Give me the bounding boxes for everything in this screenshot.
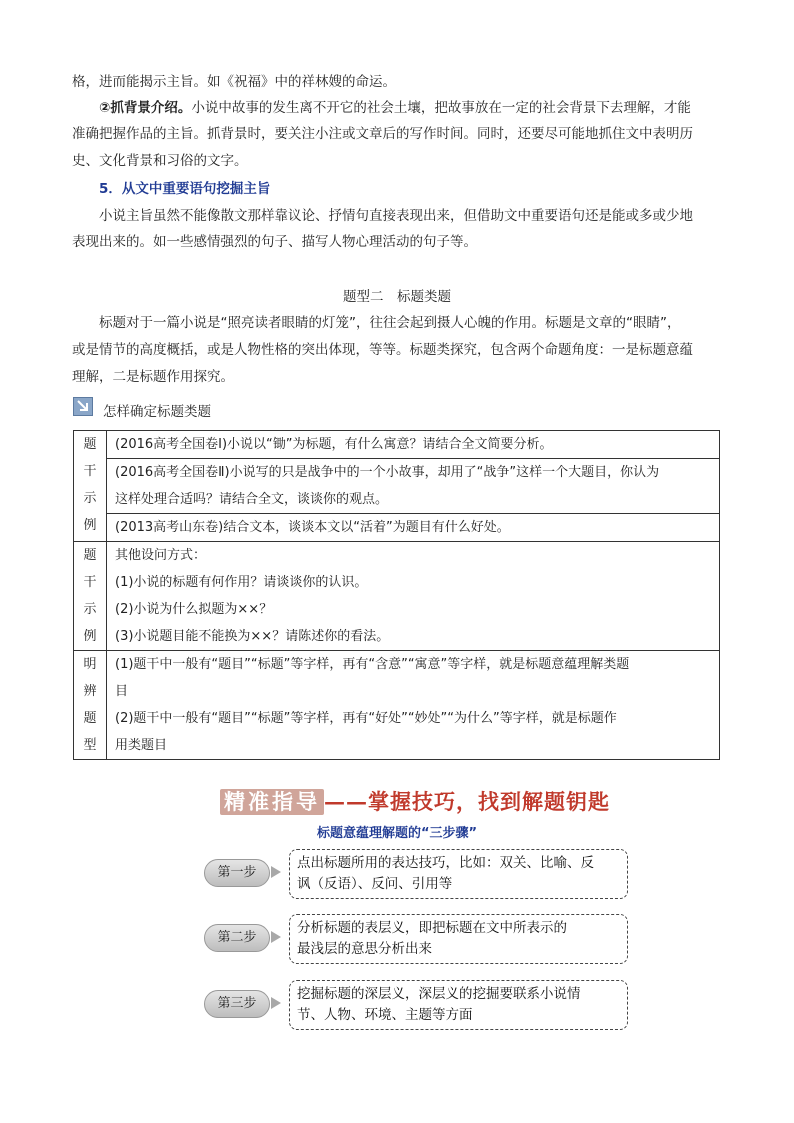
identify-type-cell: (1)题干中一般有“题目”“标题”等字样，再有“含意”“寓意”等字样，就是标题意蕴理解类题 目 (2)题干中一般有“题目”“标题”等字样，再有“好处”“妙处”“为什么”等字样，就是标题作 用类题目	[107, 651, 720, 760]
group-label: 题 干 示 例	[74, 542, 107, 651]
banner-highlight: 精准指导	[220, 789, 324, 815]
body-line: 格，进而能揭示主旨。如《祝福》中的祥林嫂的命运。	[72, 74, 396, 90]
body-line	[99, 98, 691, 118]
arrow-right-icon	[271, 931, 281, 943]
body-line: 表现出来的。如一些感情强烈的句子、描写人物心理活动的句子等。	[72, 234, 477, 250]
body-line: 小说主旨虽然不能像散文那样靠议论、抒情句直接表现出来，但借助文中重要语句还是能或多或少地	[99, 208, 693, 224]
example-cell: (2013高考山东卷)结合文本，谈谈本文以“活着”为题目有什么好处。	[107, 514, 720, 542]
other-questions-cell: 其他设问方式： (1)小说的标题有何作用？请谈谈你的认识。 (2)小说为什么拟题为××？ (3)小说题目能不能换为××？请陈述你的看法。	[107, 542, 720, 651]
step-label: 第二步	[204, 924, 270, 952]
example-cell: (2016高考全国卷Ⅰ)小说以“锄”为标题，有什么寓意？请结合全文简要分析。	[107, 431, 720, 459]
group-label: 题 干 示 例	[74, 431, 107, 542]
body-line: 史、文化背景和习俗的文字。	[72, 153, 248, 169]
arrow-right-icon	[271, 997, 281, 1009]
guidance-banner	[220, 789, 610, 815]
example-cell: (2016高考全国卷Ⅱ)小说写的只是战争中的一个小故事，却用了“战争”这样一个大题目，你认为 这样处理合适吗？请结合全文，谈谈你的观点。	[107, 459, 720, 514]
intro-line: 理解，二是标题作用探究。	[72, 369, 234, 385]
subsection-title: 怎样确定标题类题	[103, 404, 211, 420]
question-type-table	[73, 430, 720, 760]
step-box: 挖掘标题的深层义，深层义的挖掘要联系小说情 节、人物、环境、主题等方面	[289, 980, 628, 1030]
arrow-right-icon	[271, 866, 281, 878]
intro-line: 标题对于一篇小说是“照亮读者眼睛的灯笼”，往往会起到摄人心魄的作用。标题是文章的“眼睛”，	[99, 315, 681, 331]
body-line: 准确把握作品的主旨。抓背景时，要关注小注或文章后的写作时间。同时，还要尽可能地抓住文中表明历	[72, 126, 693, 142]
arrow-icon	[73, 397, 93, 416]
steps-title: 标题意蕴理解题的“三步骤”	[316, 826, 478, 841]
item-label: ②抓背景介绍。	[99, 100, 192, 116]
section-title: 题型二 标题类题	[343, 289, 451, 305]
item-text: 小说中故事的发生离不开它的社会土壤，把故事放在一定的社会背景下去理解，才能	[191, 100, 691, 116]
intro-line: 或是情节的高度概括，或是人物性格的突出体现，等等。标题类探究，包含两个命题角度：一是标题意蕴	[72, 342, 693, 358]
step-label: 第一步	[204, 859, 270, 887]
group-label: 明 辨 题 型	[74, 651, 107, 760]
section-heading: 5．从文中重要语句挖掘主旨	[99, 181, 271, 197]
step-box: 分析标题的表层义，即把标题在文中所表示的 最浅层的意思分析出来	[289, 914, 628, 964]
step-label: 第三步	[204, 990, 270, 1018]
step-box: 点出标题所用的表达技巧，比如：双关、比喻、反 讽（反语）、反问、引用等	[289, 849, 628, 899]
banner-text: ——掌握技巧，找到解题钥匙	[324, 789, 610, 814]
